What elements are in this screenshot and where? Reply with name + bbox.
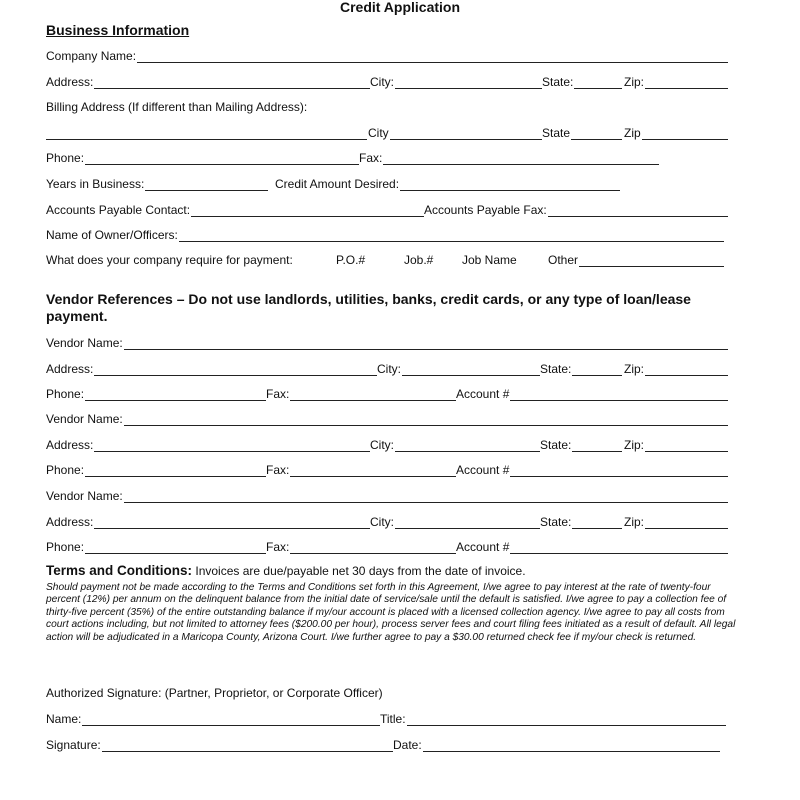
vendor-2-address-label: Address: — [46, 438, 94, 452]
vendor-2-city-field[interactable] — [395, 440, 540, 452]
vendor-3-phone-label: Phone: — [46, 540, 85, 554]
billing-address-field[interactable] — [46, 128, 367, 140]
vendor-1-state-field[interactable] — [572, 364, 622, 376]
vendor-2-fax-field[interactable] — [290, 465, 456, 477]
vendor-2-account-label: Account # — [456, 463, 510, 477]
business-city-field[interactable] — [395, 77, 542, 89]
vendor-3-account-label: Account # — [456, 540, 510, 554]
vendor-3-state-label: State: — [540, 515, 572, 529]
vendor-3-phone-field[interactable] — [85, 542, 266, 554]
date-field[interactable] — [423, 740, 720, 752]
business-address-row — [46, 73, 728, 91]
billing-zip-label: Zip — [624, 126, 641, 140]
vendor-2-state-label: State: — [540, 438, 572, 452]
vendor-2-phone-label: Phone: — [46, 463, 85, 477]
billing-address-label: Billing Address (If different than Mailing Address): — [46, 100, 308, 114]
signer-name-row — [46, 710, 728, 728]
credit-amount-label: Credit Amount Desired: — [275, 177, 400, 191]
business-phone-row — [46, 149, 728, 167]
po-option[interactable]: P.O.# — [336, 253, 366, 267]
billing-address-label-row — [46, 98, 728, 116]
job-name-option[interactable]: Job Name — [462, 253, 517, 267]
vendor-2-fax-label: Fax: — [266, 463, 290, 477]
billing-city-field[interactable] — [390, 128, 542, 140]
vendor-1-fax-field[interactable] — [290, 389, 456, 401]
vendor-1-address-row — [46, 360, 728, 378]
owners-row — [46, 226, 728, 244]
signer-name-field[interactable] — [82, 714, 380, 726]
business-state-field[interactable] — [574, 77, 622, 89]
vendor-2-state-field[interactable] — [572, 440, 622, 452]
years-in-business-label: Years in Business: — [46, 177, 145, 191]
vendor-3-address-row — [46, 513, 728, 531]
vendor-2-name-field[interactable] — [124, 414, 728, 426]
payment-question-label: What does your company require for payment: — [46, 253, 293, 267]
other-payment-field[interactable] — [579, 255, 724, 267]
vendor-3-zip-field[interactable] — [645, 517, 728, 529]
vendor-1-zip-label: Zip: — [624, 362, 645, 376]
vendor-1-fax-label: Fax: — [266, 387, 290, 401]
vendor-3-phone-row — [46, 538, 728, 556]
owners-label: Name of Owner/Officers: — [46, 228, 178, 242]
vendor-1-zip-field[interactable] — [645, 364, 728, 376]
other-option-label: Other — [548, 253, 579, 267]
business-fax-label: Fax: — [359, 151, 383, 165]
vendor-1-address-label: Address: — [46, 362, 94, 376]
business-phone-label: Phone: — [46, 151, 85, 165]
vendor-2-name-label: Vendor Name: — [46, 412, 123, 426]
job-number-option[interactable]: Job.# — [404, 253, 434, 267]
vendor-1-address-field[interactable] — [94, 364, 377, 376]
vendor-3-address-field[interactable] — [94, 517, 370, 529]
years-in-business-field[interactable] — [145, 179, 268, 191]
authorized-signature-heading: Authorized Signature: (Partner, Proprietor, or Corporate Officer) — [46, 686, 383, 700]
vendor-2-address-row — [46, 436, 728, 454]
vendor-3-state-field[interactable] — [572, 517, 622, 529]
signer-name-label: Name: — [46, 712, 82, 726]
vendor-3-name-row — [46, 487, 728, 505]
page-title: Credit Application — [339, 0, 461, 15]
accounts-payable-row — [46, 201, 728, 219]
payment-requirement-row — [46, 251, 728, 269]
vendor-3-city-label: City: — [370, 515, 394, 529]
terms-heading: Terms and Conditions: — [46, 563, 193, 578]
authorized-signature-heading-row — [46, 684, 728, 702]
ap-fax-field[interactable] — [548, 205, 728, 217]
business-information-heading: Business Information — [46, 22, 190, 38]
vendor-3-account-field[interactable] — [510, 542, 728, 554]
billing-state-label: State — [542, 126, 571, 140]
business-city-label: City: — [370, 75, 394, 89]
vendor-1-phone-field[interactable] — [85, 389, 266, 401]
vendor-2-name-row — [46, 410, 728, 428]
business-address-field[interactable] — [94, 77, 370, 89]
vendor-2-zip-label: Zip: — [624, 438, 645, 452]
vendor-1-city-label: City: — [377, 362, 401, 376]
vendor-2-account-field[interactable] — [510, 465, 728, 477]
company-name-field[interactable] — [137, 51, 728, 63]
ap-contact-field[interactable] — [191, 205, 424, 217]
terms-intro: Invoices are due/payable net 30 days from the date of invoice. — [195, 564, 526, 578]
vendor-1-phone-row — [46, 385, 728, 403]
vendor-3-zip-label: Zip: — [624, 515, 645, 529]
business-address-label: Address: — [46, 75, 94, 89]
vendor-2-city-label: City: — [370, 438, 394, 452]
vendor-2-phone-field[interactable] — [85, 465, 266, 477]
vendor-1-name-row — [46, 334, 728, 352]
vendor-2-zip-field[interactable] — [645, 440, 728, 452]
vendor-references-heading: Vendor References – Do not use landlords, utilities, banks, credit cards, or any type of loan/lease payment. — [46, 291, 691, 324]
business-zip-label: Zip: — [624, 75, 645, 89]
vendor-3-name-label: Vendor Name: — [46, 489, 123, 503]
vendor-1-account-field[interactable] — [510, 389, 728, 401]
signer-title-field[interactable] — [407, 714, 726, 726]
vendor-1-state-label: State: — [540, 362, 572, 376]
company-name-row — [46, 47, 728, 65]
vendor-1-phone-label: Phone: — [46, 387, 85, 401]
billing-state-field[interactable] — [571, 128, 622, 140]
business-phone-field[interactable] — [85, 153, 359, 165]
vendor-1-name-label: Vendor Name: — [46, 336, 123, 350]
vendor-3-fax-field[interactable] — [290, 542, 456, 554]
company-name-label: Company Name: — [46, 49, 137, 63]
terms-heading-line — [46, 563, 526, 578]
vendor-2-address-field[interactable] — [94, 440, 370, 452]
billing-address-row — [46, 124, 728, 142]
vendor-1-account-label: Account # — [456, 387, 510, 401]
signer-title-label: Title: — [380, 712, 406, 726]
years-credit-row — [46, 175, 728, 193]
signature-date-row — [46, 736, 728, 754]
vendor-2-phone-row — [46, 461, 728, 479]
terms-body: Should payment not be made according to the Terms and Conditions set forth in this Agreement, I/we agree to pay interest at the rate of twenty-four percent (12%) per annum on the delinquent balance from the initial date of service/sale until the default is satisfied. I/we agree to pay a collection fee of thirty-five percent (35%) of the entire outstanding balance if my/our account is placed with a licensed collection agency. I/we agree to pay all costs from court actions including, but not limited to attorney fees ($200.00 per hour), process server fees and court filing fees initiated as a result of default. All legal action will be adjudicated in a Maricopa County, Arizona Court. I/we further agree to pay a $30.00 returned check fee if my/our check is returned. — [46, 582, 736, 643]
business-zip-field[interactable] — [645, 77, 728, 89]
billing-zip-field[interactable] — [642, 128, 728, 140]
vendor-3-name-field[interactable] — [124, 491, 728, 503]
vendor-1-name-field[interactable] — [124, 338, 728, 350]
vendor-1-city-field[interactable] — [402, 364, 540, 376]
ap-fax-label: Accounts Payable Fax: — [424, 203, 547, 217]
vendor-3-fax-label: Fax: — [266, 540, 290, 554]
vendor-3-city-field[interactable] — [395, 517, 540, 529]
owners-field[interactable] — [179, 230, 724, 242]
vendor-3-address-label: Address: — [46, 515, 94, 529]
ap-contact-label: Accounts Payable Contact: — [46, 203, 191, 217]
credit-amount-field[interactable] — [400, 179, 620, 191]
business-fax-field[interactable] — [383, 153, 659, 165]
date-label: Date: — [393, 738, 422, 752]
business-state-label: State: — [542, 75, 574, 89]
signature-label: Signature: — [46, 738, 101, 752]
signature-field[interactable] — [102, 740, 393, 752]
billing-city-label: City — [368, 126, 389, 140]
